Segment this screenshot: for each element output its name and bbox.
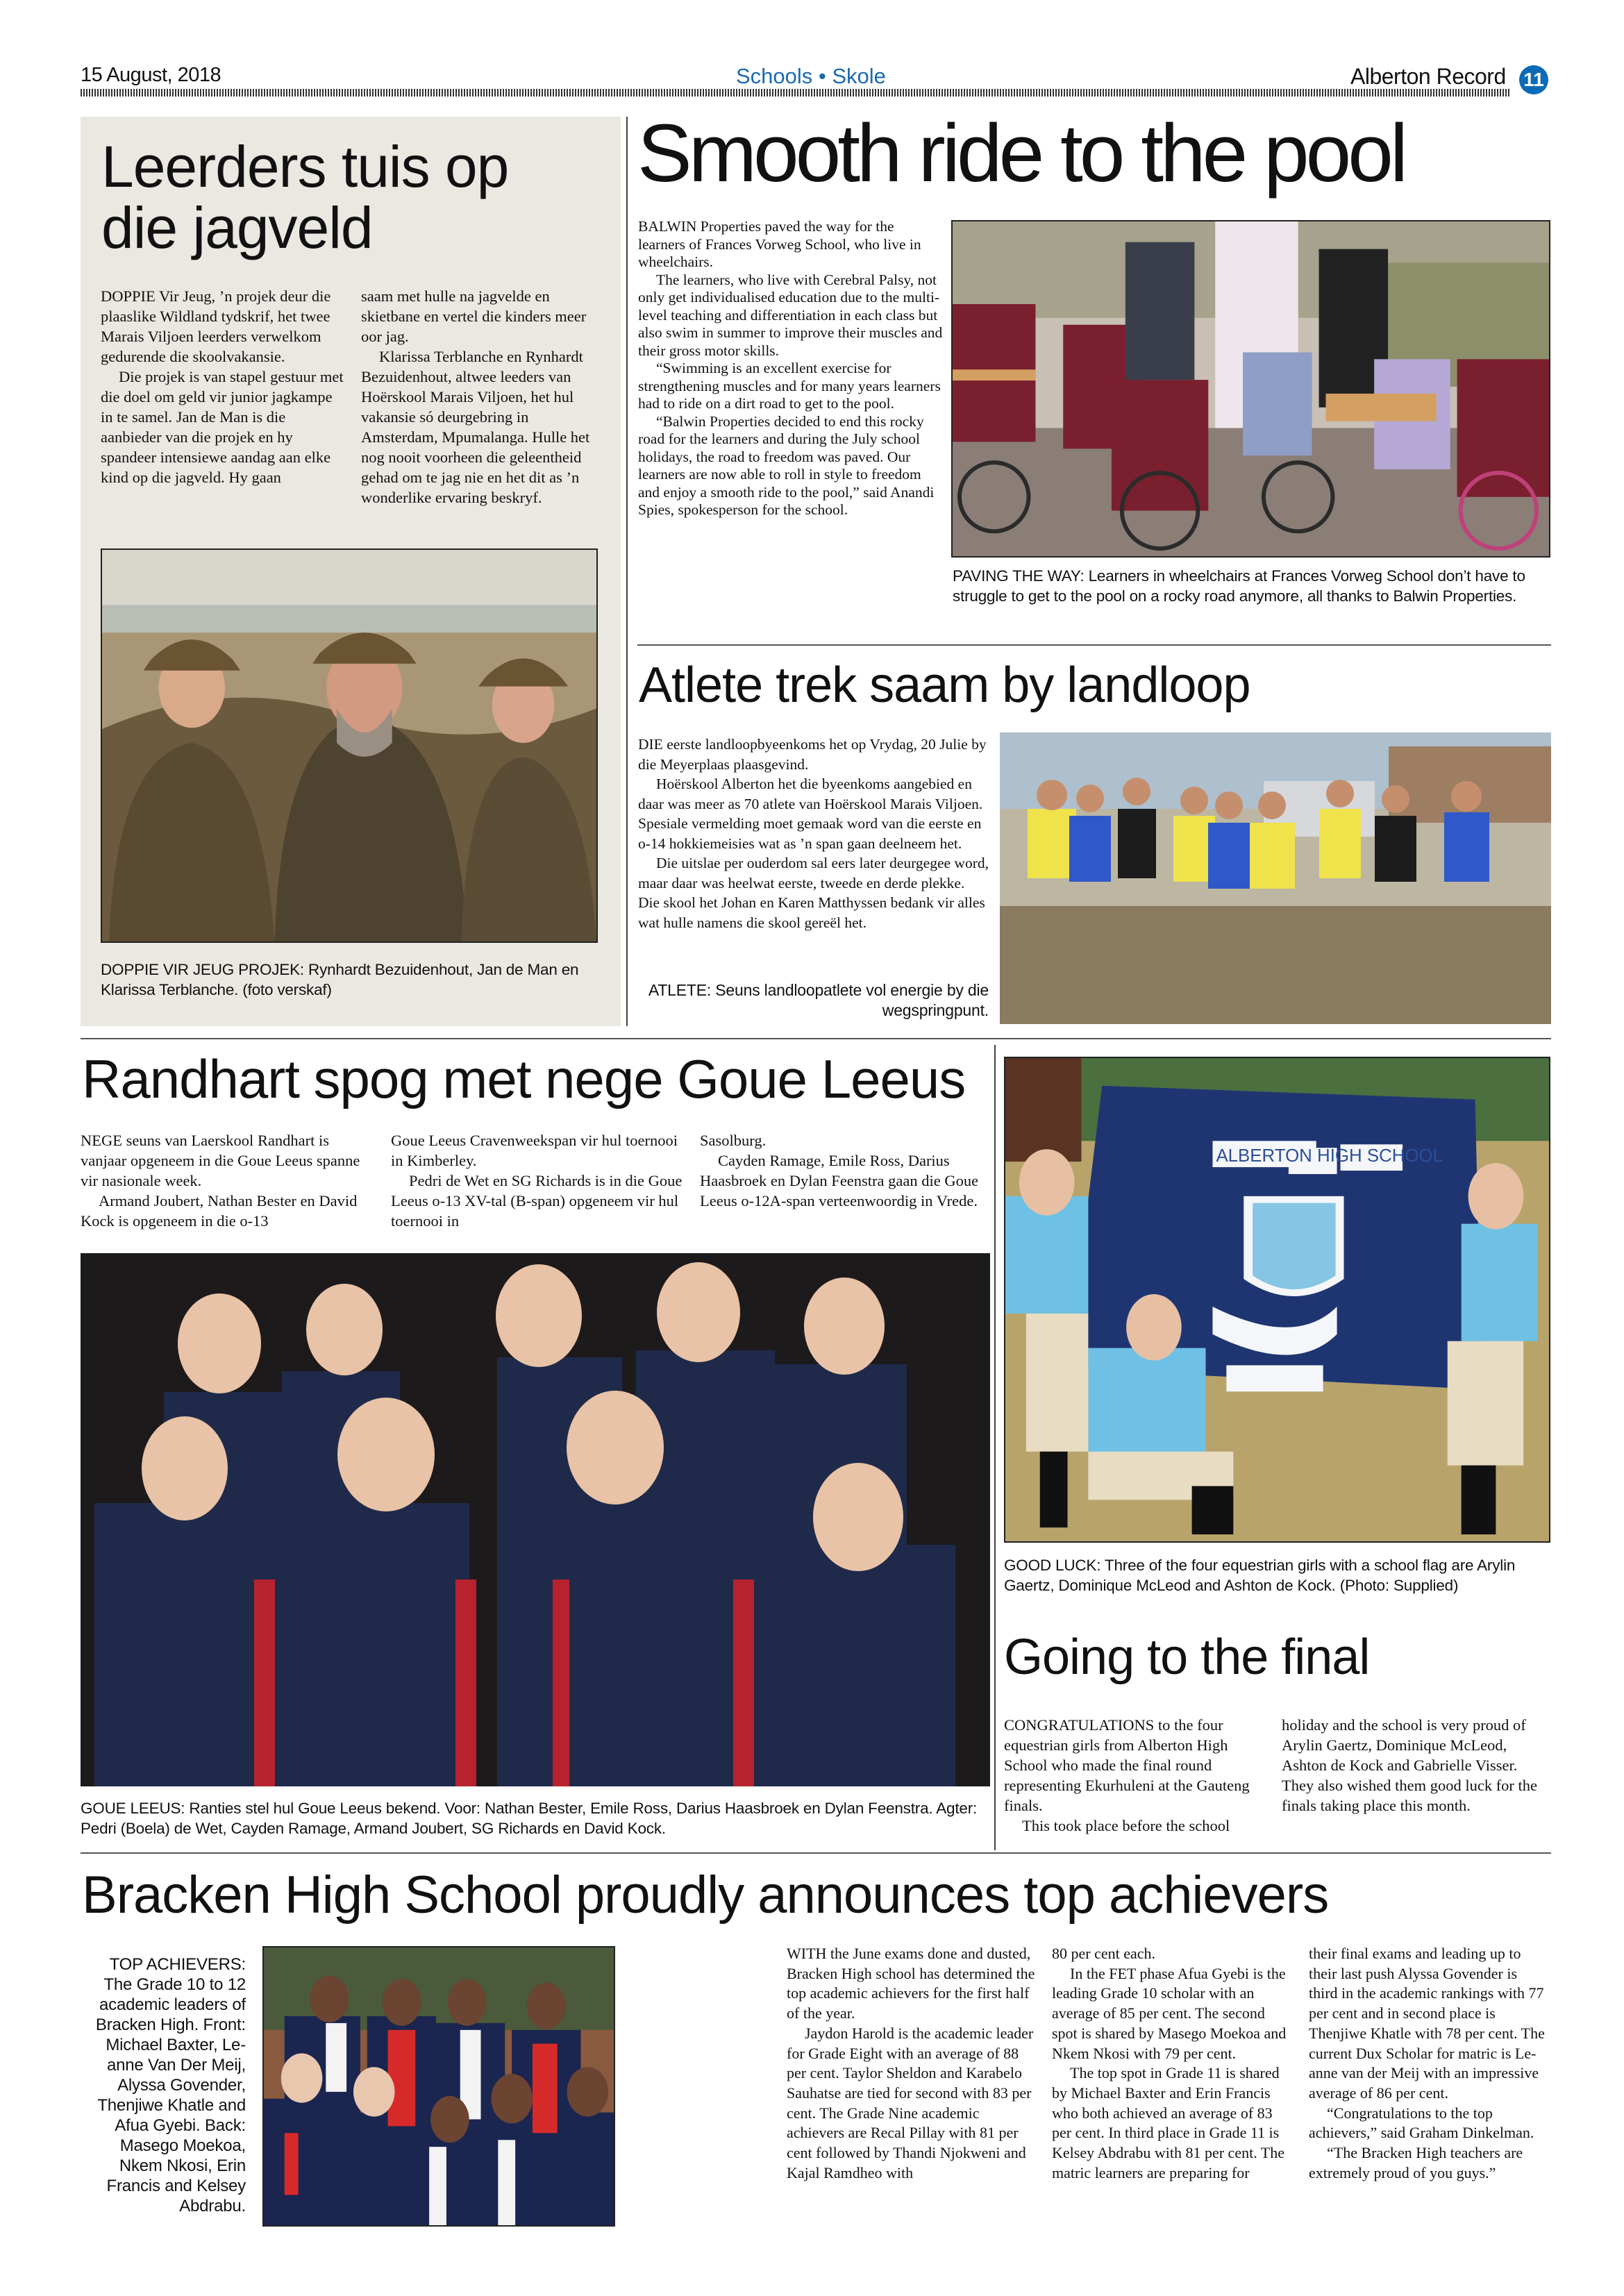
jagveld-caption: DOPPIE VIR JEUG PROJEK: Rynhardt Bezuidenhout, Jan de Man en Klarissa Terblanche. (foto verskaf) bbox=[101, 961, 579, 998]
final-headline: Going to the final bbox=[1004, 1629, 1370, 1685]
issue-date: 15 August, 2018 bbox=[81, 64, 221, 86]
page-number-badge: 11 bbox=[1519, 65, 1548, 94]
equestrian-caption: GOOD LUCK: Three of the four equestrian girls with a school flag are Arylin Gaertz, Dominique McLeod and Ashton de Kock. (Photo: Supplied) bbox=[1004, 1557, 1516, 1594]
jagveld-col-2: saam met hulle na jagvelde en skietbane en vertel die kinders meer oor jag. Klarissa Terblanche en Rynhardt Bezuidenhout, altwee leeders van Hoërskool Marais Viljoen, het hul vakansie só deurgebring in Amsterdam, Mpumalanga. Hulle het nog nooit voorheen die geleentheid gehad om te jag nie en het dit as ’n wonderlike ervaring beskryf. bbox=[361, 287, 590, 506]
randhart-photo bbox=[81, 1253, 990, 1786]
jagveld-photo bbox=[101, 548, 598, 943]
section-divider bbox=[81, 1852, 1551, 1854]
pool-caption: PAVING THE WAY: Learners in wheelchairs at Frances Vorweg School don’t have to struggle to get to the pool on a rocky road anymore, all thanks to Balwin Properties. bbox=[953, 567, 1525, 605]
final-col-1: CONGRATULATIONS to the four equestrian girls from Alberton High School who made the final round representing Ekurhuleni at the Gauteng finals. This took place before the school bbox=[1004, 1716, 1250, 1834]
jagveld-headline: Leerders tuis op die jagveld bbox=[101, 134, 509, 261]
randhart-col-2: Goue Leeus Cravenweekspan vir hul toernooi in Kimberley. Pedri de Wet en SG Richards is in die Goue Leeus o-13 XV-tal (B-span) opgeneem vir hul toernooi in bbox=[391, 1132, 683, 1230]
column-divider bbox=[626, 117, 628, 1026]
randhart-col-3: Sasolburg. Cayden Ramage, Emile Ross, Darius Haasbroek en Dylan Feenstra gaan die Goue Leeus o-12A-span verteenwoordig in Vrede. bbox=[700, 1132, 979, 1209]
section-label: Schools • Skole bbox=[736, 64, 886, 88]
header-rule bbox=[81, 89, 1511, 97]
newspaper-name: Alberton Record bbox=[1350, 64, 1506, 89]
equestrian-photo bbox=[1004, 1057, 1550, 1543]
section-divider bbox=[81, 1038, 1551, 1039]
bracken-col-2: 80 per cent each. In the FET phase Afua Gyebi is the leading Grade 10 scholar with an average of 85 per cent. The second spot is shared by Masego Moekoa and Nkem Nkosi with 79 per cent. The top spot in Grade 11 is shared by Michael Baxter and Erin Francis who both achieved an average of 83 per cent. In third place in Grade 11 is Kelsey Abdrabu with 81 per cent. The matric learners are preparing for bbox=[1052, 1945, 1287, 2181]
pool-headline: Smooth ride to the pool bbox=[637, 108, 1405, 199]
landloop-caption: ATLETE: Seuns landloopatlete vol energie by die wegspringpunt. bbox=[648, 981, 989, 1019]
jagveld-col-1: DOPPIE Vir Jeug, ’n projek deur die plaaslike Wildland tydskrif, het twee Marais Viljoen leerders verwelkom gedurende die skoolvakansie. Die projek is van stapel gestuur met die doel om geld vir junior jagkampe in te samel. Jan de Man is die aanbieder van die projek en hy spandeer intensiewe aandag aan elke kind op die jagveld. Hy gaan bbox=[101, 287, 344, 486]
pool-body: BALWIN Properties paved the way for the learners of Frances Vorweg School, who live in wheelchairs. The learners, who live with Cerebral Palsy, not only get individualised education due to the multi-level teaching and differentiation in each class but also swim in summer to improve their muscles and their gross motor skills. “Swimming is an excellent exercise for strengthening muscles and for many years learners had to ride on a dirt road to get to the pool. “Balwin Properties decided to end this rocky road for the learners and during the July school holidays, the road to freedom was paved. Our learners are now able to roll in style to freedom and enjoy a smooth ride to the pool,” said Anandi Spies, spokesperson for the school. bbox=[638, 218, 943, 518]
final-col-2: holiday and the school is very proud of Arylin Gaertz, Dominique McLeod, Ashton de Kock and Gabrielle Visser. They also wished them good luck for the finals taking place this month. bbox=[1282, 1716, 1538, 1814]
flag-school-text: ALBERTON HIGH SCHOOL bbox=[1216, 1146, 1443, 1166]
randhart-caption: GOUE LEEUS: Ranties stel hul Goue Leeus bekend. Voor: Nathan Bester, Emile Ross, Darius Haasbroek en Dylan Feenstra. Agter: Pedri (Boela) de Wet, Cayden Ramage, Armand Joubert, SG Richards en David Kock. bbox=[81, 1800, 978, 1837]
landloop-headline: Atlete trek saam by landloop bbox=[639, 657, 1250, 713]
section-divider bbox=[637, 644, 1551, 646]
bracken-headline: Bracken High School proudly announces top achievers bbox=[82, 1866, 1329, 1925]
pool-photo bbox=[951, 220, 1550, 558]
bracken-caption: TOP ACHIEVERS: The Grade 10 to 12 academic leaders of Bracken High. Front: Michael Baxter, Le-anne Van Der Meij, Alyssa Govender, Thenjiwe Khatle and Afua Gyebi. Back: Masego Moekoa, Nkem Nkosi, Erin Francis and Kelsey Abdrabu. bbox=[95, 1955, 246, 2215]
randhart-headline: Randhart spog met nege Goue Leeus bbox=[82, 1048, 966, 1109]
randhart-col-1: NEGE seuns van Laerskool Randhart is vanjaar opgeneem in die Goue Leeus spanne vir nasionale week. Armand Joubert, Nathan Bester en David Kock is opgeneem in die o-13 bbox=[81, 1132, 360, 1230]
bracken-col-1: WITH the June exams done and dusted, Bracken High school has determined the top academic achievers for the first half of the year. Jaydon Harold is the academic leader for Grade Eight with an average of 88 per cent. Taylor Sheldon and Karabelo Sauhatse are tied for second with 83 per cent. The Grade Nine academic achievers are Recal Pillay with 81 per cent followed by Thandi Njokweni and Kajal Ramdheo with bbox=[787, 1945, 1035, 2181]
landloop-photo bbox=[1000, 732, 1551, 1024]
bracken-photo bbox=[262, 1946, 615, 2227]
column-divider bbox=[994, 1045, 996, 1850]
landloop-body: DIE eerste landloopbyeenkoms het op Vrydag, 20 Julie by die Meyerplaas plaasgevind. Hoërskool Alberton het die byeenkoms aangebied en daar was meer as 70 atlete van Hoërskool Marais Viljoen. Spesiale vermelding moet gemaak word van die eerste en o-14 hokkiemeisies wat as ’n span gaan deelneem het. Die uitslae per ouderdom sal eers later deurgegee word, maar daar was heelwat eerste, tweede en derde plekke. Die skool het Johan en Karen Matthyssen bedank vir alles wat hulle namens die skool gereël het. bbox=[638, 736, 989, 931]
bracken-col-3: their final exams and leading up to their last push Alyssa Govender is third in the academic rankings with 77 per cent and in second place is Thenjiwe Khatle with 78 per cent. The current Dux Scholar for matric is Le-anne van der Meij with an impressive average of 86 per cent. “Congratulations to the top achievers,” said Graham Dinkelman. “The Bracken High teachers are extremely proud of you guys.” bbox=[1309, 1945, 1545, 2181]
